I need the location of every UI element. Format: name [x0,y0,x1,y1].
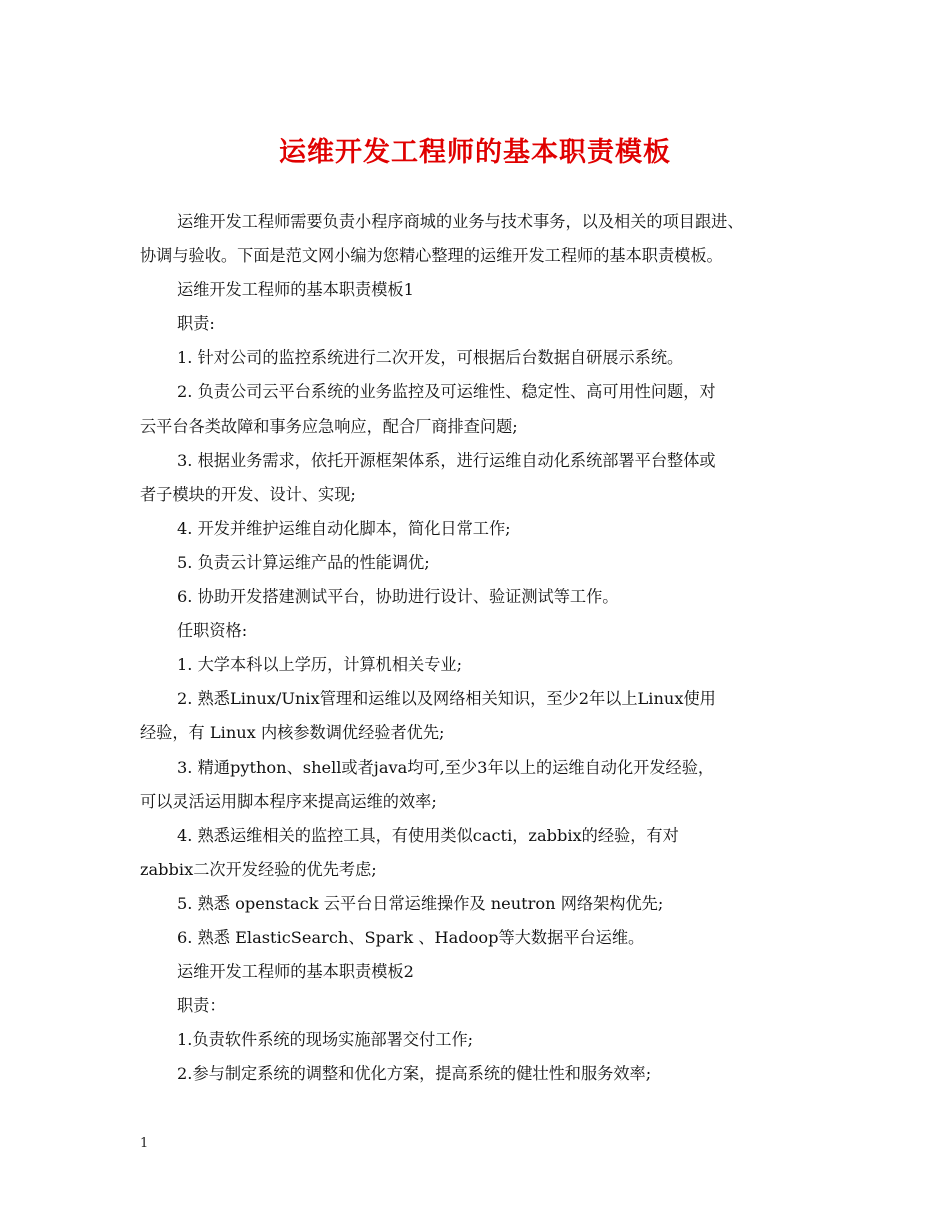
section-heading-1: 运维开发工程师的基本职责模板1 [177,280,414,300]
qualification-item-5: 5. 熟悉 openstack 云平台日常运维操作及 neutron 网络架构优先; [177,893,664,913]
qualification-item-4-cont: zabbix二次开发经验的优先考虑; [140,859,377,879]
duty-item-5: 5. 负责云计算运维产品的性能调优; [177,552,430,572]
duty-item-2: 2. 负责公司云平台系统的业务监控及可运维性、稳定性、高可用性问题，对 [177,382,716,402]
qualification-item-1: 1. 大学本科以上学历，计算机相关专业; [177,655,463,675]
duty2-item-2: 2.参与制定系统的调整和优化方案，提高系统的健壮性和服务效率; [177,1064,652,1084]
intro-line-1: 运维开发工程师需要负责小程序商城的业务与技术事务，以及相关的项目跟进、 [177,212,744,231]
document-title: 运维开发工程师的基本职责模板 [279,137,671,168]
duty2-item-1: 1.负责软件系统的现场实施部署交付工作; [177,1030,474,1050]
duty-item-2-cont: 云平台各类故障和事务应急响应，配合厂商排查问题; [140,416,518,436]
qualification-item-4: 4. 熟悉运维相关的监控工具，有使用类似cacti，zabbix的经验，有对 [177,825,679,845]
duty-item-3-cont: 者子模块的开发、设计、实现; [140,484,356,504]
duties-label-2: 职责： [177,996,226,1016]
duty-item-6: 6. 协助开发搭建测试平台，协助进行设计、验证测试等工作。 [177,587,619,607]
qualification-item-3-cont: 可以灵活运用脚本程序来提高运维的效率; [140,791,437,811]
qualification-item-6: 6. 熟悉 ElasticSearch、Spark 、Hadoop等大数据平台运维。 [177,927,645,947]
qualification-item-2: 2. 熟悉Linux/Unix管理和运维以及网络相关知识，至少2年以上Linux使用 [177,689,716,709]
qualification-item-3: 3. 精通python、shell或者java均可,至少3年以上的运维自动化开发经验， [177,757,715,777]
section-heading-2: 运维开发工程师的基本职责模板2 [177,962,414,982]
intro-line-2: 协调与验收。下面是范文网小编为您精心整理的运维开发工程师的基本职责模板。 [140,246,723,266]
duty-item-4: 4. 开发并维护运维自动化脚本，简化日常工作; [177,518,511,538]
duty-item-1: 1. 针对公司的监控系统进行二次开发，可根据后台数据自研展示系统。 [177,348,684,368]
page-number: 1 [140,1136,149,1151]
document-body [140,205,830,1091]
duties-label-1: 职责: [177,314,215,334]
qualifications-label: 任职资格: [177,621,248,641]
duty-item-3: 3. 根据业务需求，依托开源框架体系，进行运维自动化系统部署平台整体或 [177,450,716,470]
qualification-item-2-cont: 经验，有 Linux 内核参数调优经验者优先; [140,723,445,743]
